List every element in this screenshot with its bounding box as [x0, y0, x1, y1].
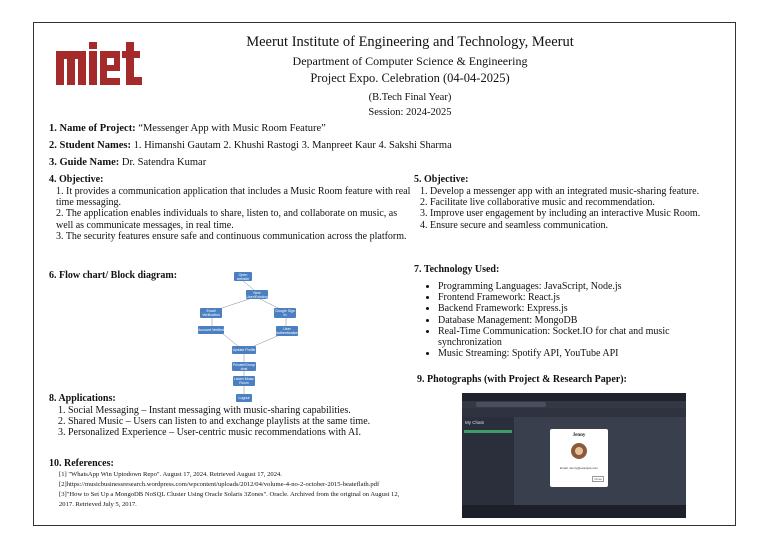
reference-item: [3]"How to Set Up a MongoDB NoSQL Cluster Using Oracle Solaris 3Zones". Oracle. Archived from the original on August 12, 2017. Retrieved July 5, 2017. — [59, 491, 400, 508]
technology-item: • Frontend Framework: React.js — [438, 292, 728, 303]
application-point: 1. Social Messaging – Instant messaging with music-sharing capabilities. — [58, 405, 351, 416]
technology-item: • Music Streaming: Spotify API, YouTube API — [438, 348, 728, 359]
profile-avatar — [571, 443, 587, 459]
modal-close-button[interactable]: Close — [594, 477, 602, 481]
flow-node: User Authentication — [275, 327, 299, 335]
department-title: Department of Computer Science & Engineering — [292, 54, 528, 68]
applications-heading: 8. Applications: — [49, 393, 116, 404]
objective-right-list — [414, 186, 725, 231]
app-header — [462, 408, 686, 417]
flow-node: Email Verification — [200, 308, 222, 318]
url-field — [476, 402, 546, 407]
objective-right-point: 4. Ensure secure and seamless communication. — [430, 220, 725, 231]
technology-item: • Programming Languages: JavaScript, Node.js — [438, 281, 728, 292]
objective-left-point: 3. The security features ensure safe and continuous communication across the platform. — [56, 230, 407, 242]
references-heading: 10. References: — [49, 458, 114, 469]
os-taskbar — [462, 505, 686, 518]
project-name: 1. Name of Project: “Messenger App with Music Room Feature” — [49, 123, 326, 134]
sidebar-title: My Chats — [465, 420, 485, 425]
student-names: 2. Student Names: 1. Himanshi Gautam 2. Khushi Rastogi 3. Manpreet Kaur 4. Sakshi Sharma — [49, 140, 452, 151]
modal-name: Jenny — [572, 433, 586, 438]
flow-node: New User/Existing — [246, 290, 268, 299]
application-point: 2. Shared Music – Users can listen to and exchange playlists at the same time. — [58, 416, 371, 428]
modal-email: Email: Jenny@example.com — [559, 466, 599, 470]
flow-node: Listen Music Room — [234, 377, 254, 385]
technology-list — [420, 281, 728, 359]
flow-node: Google Sign In — [275, 309, 295, 317]
flowchart-heading: 6. Flow chart/ Block diagram: — [49, 270, 178, 281]
flow-node: Update Profile — [232, 348, 256, 352]
objective-left-heading: 4. Objective: — [49, 174, 104, 185]
application-point: 3. Personalized Experience – User-centric music recommendations with AI. — [58, 427, 362, 439]
flowchart-diagram — [196, 270, 308, 404]
institute-title: Meerut Institute of Engineering and Technology, Meerut — [246, 34, 574, 50]
objective-left-point: 1. It provides a communication application that includes a Music Room feature with real time messaging. — [56, 186, 411, 209]
technology-heading: 7. Technology Used: — [414, 264, 500, 275]
technology-item: • Database Management: MongoDB — [438, 315, 728, 326]
reference-item: [1] "WhatsApp Win Uptodown Repo". August 17, 2024. Retrieved August 17, 2024. — [59, 471, 282, 478]
objective-left-list — [56, 186, 411, 242]
technology-item: • Real-Time Communication: Socket.IO for chat and music synchronization — [438, 326, 728, 348]
references-list — [59, 470, 409, 510]
guide-name: 3. Guide Name: Dr. Satendra Kumar — [49, 157, 207, 168]
event-title: Project Expo. Celebration (04-04-2025) — [310, 71, 510, 85]
flow-node: Open website — [234, 272, 252, 281]
profile-modal — [550, 429, 608, 487]
applications-list — [58, 405, 403, 439]
objective-right-point: 3. Improve user engagement by including an interactive Music Room. — [430, 208, 725, 219]
flow-node: Account Verified — [198, 328, 224, 332]
miet-logo — [56, 39, 144, 95]
browser-tab-bar — [462, 393, 686, 401]
objective-right-heading: 5. Objective: — [414, 174, 469, 185]
reference-item: [2]https://musicbusinessresearch.wordpress.com/wpcontent/uploads/2012/04/volume-4-no-2-october-2015-beateflath.pdf — [59, 481, 380, 488]
flow-node: Private/Group chat — [232, 362, 256, 371]
year-label: (B.Tech Final Year) — [368, 92, 452, 103]
objective-left-point: 2. The application enables individuals to share, listen to, and collaborate on music, as well as communicate messages, in real time. — [56, 208, 398, 231]
photographs-heading: 9. Photographs (with Project & Research Paper): — [417, 374, 627, 385]
session-label: Session: 2024-2025 — [368, 107, 452, 118]
app-screenshot — [462, 393, 686, 518]
technology-item: • Backend Framework: Express.js — [438, 303, 728, 314]
objective-right-point: 2. Facilitate live collaborative music and recommendation. — [430, 197, 725, 208]
flow-node: Logout — [236, 394, 252, 402]
objective-right-point: 1. Develop a messenger app with an integrated music-sharing feature. — [430, 186, 725, 197]
active-chat-highlight — [464, 430, 512, 433]
